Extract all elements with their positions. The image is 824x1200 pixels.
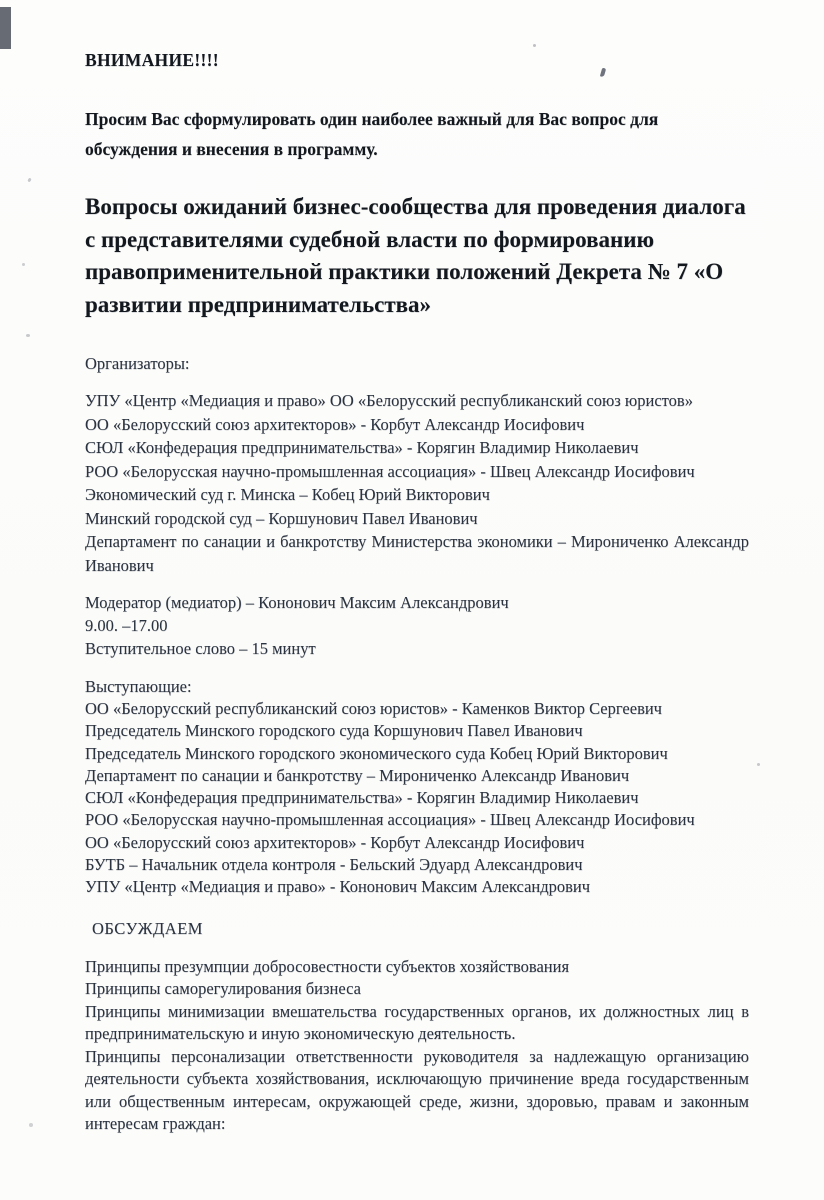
organizer-line: УПУ «Центр «Медиация и право» ОО «Белорусский республиканский союз юристов»: [85, 391, 693, 410]
speaker-line: Председатель Минского городского экономического суда Кобец Юрий Викторович: [85, 743, 668, 763]
discussion-point: Принципы саморегулирования бизнеса: [85, 979, 361, 999]
organizer-line: Департамент по санации и банкротству Министерства экономики – Мирониченко Александр Иванович: [85, 532, 749, 575]
document-content: [85, 50, 749, 1136]
organizer-line: РОО «Белорусская научно-промышленная ассоциация» - Швец Александр Иосифович: [85, 461, 695, 481]
organizer-line: Экономический суд г. Минска – Кобец Юрий Викторович: [85, 485, 490, 504]
speaker-line: Департамент по санации и банкротству – Мирониченко Александр Иванович: [85, 765, 630, 785]
discussion-label: ОБСУЖДАЕМ: [92, 918, 203, 938]
speaker-line: РОО «Белорусская научно-промышленная ассоциация» - Швец Александр Иосифович: [85, 810, 695, 830]
organizers-label: Организаторы:: [85, 354, 190, 373]
attention-heading: ВНИМАНИЕ!!!!: [85, 50, 219, 70]
intro-duration: Вступительное слово – 15 минут: [85, 639, 316, 658]
moderator-block: [85, 591, 749, 660]
discussion-list: [85, 956, 749, 1136]
discussion-point: Принципы презумпции добросовестности субъектов хозяйствования: [85, 956, 570, 976]
request-paragraph: Просим Вас сформулировать один наиболее важный для Вас вопрос для обсуждения и внесения в программу.: [85, 109, 659, 159]
speakers-label: Выступающие:: [85, 677, 192, 696]
scan-artifact-corner-mark: [0, 7, 11, 49]
organizer-line: ОО «Белорусский союз архитекторов» - Корбут Александр Иосифович: [85, 414, 585, 434]
discussion-point: Принципы минимизации вмешательства государственных органов, их должностных лиц в предпринимательскую и иную экономическую деятельность.: [85, 1001, 749, 1044]
scan-speck: [22, 263, 25, 266]
speaker-line: БУТБ – Начальник отдела контроля - Бельский Эдуард Александрович: [85, 855, 583, 875]
organizer-line: СЮЛ «Конфедерация предпринимательства» - Корягин Владимир Николаевич: [85, 438, 639, 457]
discussion-point: Принципы персонализации ответственности руководителя за надлежащую организацию деятельности субъекта хозяйствования, исключающую причинение вреда государственным или общественным интересам, окружающей среде, жизни, здоровью, правам и законным интересам граждан:: [85, 1046, 749, 1134]
speaker-line: ОО «Белорусский республиканский союз юристов» - Каменков Виктор Сергеевич: [85, 699, 662, 718]
speaker-line: Председатель Минского городского суда Коршунович Павел Иванович: [85, 721, 583, 741]
scan-speck: [29, 1123, 33, 1127]
organizer-line: Минский городской суд – Коршунович Павел Иванович: [85, 508, 478, 528]
speakers-list: [85, 698, 749, 899]
scan-speck: [757, 763, 760, 766]
schedule-time: 9.00. –17.00: [85, 616, 168, 635]
organizers-list: [85, 389, 749, 577]
scan-speck: [533, 44, 536, 47]
speaker-line: УПУ «Центр «Медиация и право» - Кононович Максим Александрович: [85, 877, 591, 897]
scan-speck: [26, 334, 30, 337]
speaker-line: ОО «Белорусский союз архитекторов» - Корбут Александр Иосифович: [85, 832, 585, 852]
moderator-line: Модератор (медиатор) – Кононович Максим Александрович: [85, 593, 509, 612]
scan-speck: [27, 178, 32, 183]
speaker-line: СЮЛ «Конфедерация предпринимательства» - Корягин Владимир Николаевич: [85, 788, 639, 808]
document-title: Вопросы ожиданий бизнес-сообщества для проведения диалога с представителями судебной власти по формированию правоприменительной практики положений Декрета № 7 «О развитии предпринимательства»: [85, 194, 746, 317]
